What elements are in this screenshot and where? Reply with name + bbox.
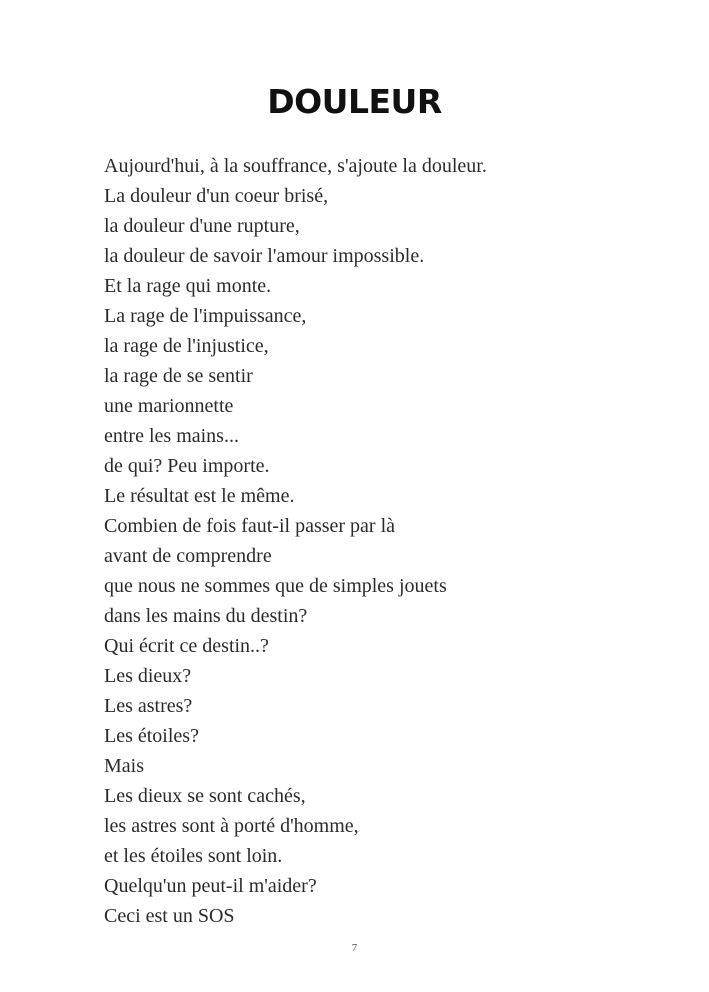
- poem-line: la douleur de savoir l'amour impossible.: [104, 245, 425, 267]
- poem-line: Les étoiles?: [104, 725, 199, 747]
- poem-line: Les dieux?: [104, 665, 192, 687]
- poem-line: Les astres?: [104, 695, 193, 717]
- poem-line: que nous ne sommes que de simples jouets: [104, 575, 447, 597]
- poem-line: dans les mains du destin?: [104, 605, 308, 627]
- poem-line: Qui écrit ce destin..?: [104, 635, 269, 657]
- poem-line: Combien de fois faut-il passer par là: [104, 515, 396, 537]
- poem-body: [104, 151, 487, 931]
- poem-line: La douleur d'un coeur brisé,: [104, 185, 329, 207]
- poem-line: une marionnette: [104, 395, 234, 417]
- poem-line: la douleur d'une rupture,: [104, 215, 300, 237]
- poem-line: la rage de se sentir: [104, 365, 253, 387]
- poem-line: la rage de l'injustice,: [104, 335, 269, 357]
- poem-line: Les dieux se sont cachés,: [104, 785, 306, 807]
- poem-line: Mais: [104, 755, 144, 777]
- poem-line: La rage de l'impuissance,: [104, 305, 307, 327]
- poem-line: Quelqu'un peut-il m'aider?: [104, 875, 317, 897]
- poem-line: les astres sont à porté d'homme,: [104, 815, 359, 837]
- page-number: 7: [351, 942, 358, 954]
- poem-line: et les étoiles sont loin.: [104, 845, 283, 867]
- poem-line: Le résultat est le même.: [104, 485, 295, 507]
- poem-line: avant de comprendre: [104, 545, 272, 567]
- poem-line: Et la rage qui monte.: [104, 275, 272, 297]
- poem-line: entre les mains...: [104, 425, 239, 447]
- poem-line: de qui? Peu importe.: [104, 455, 270, 477]
- poem-line: Aujourd'hui, à la souffrance, s'ajoute la douleur.: [104, 155, 487, 177]
- poem-title: DOULEUR: [267, 82, 442, 121]
- poem-line: Ceci est un SOS: [104, 905, 235, 927]
